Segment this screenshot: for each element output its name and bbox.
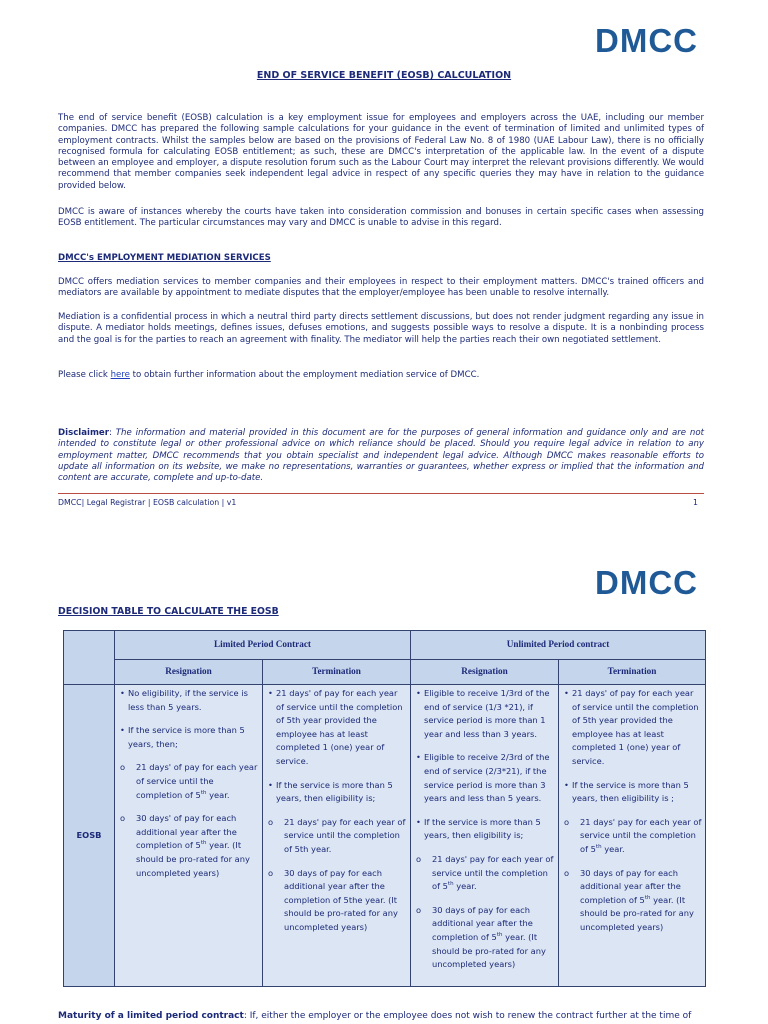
- list-item: • 21 days' of pay for each year of service until the completion of 5th year provided the employee has at least completed 1 (one) year of service.: [268, 687, 407, 769]
- limited-resignation-cell: [115, 685, 263, 987]
- disclaimer-text: The information and material provided in this document are for the purposes of general information and guidance only and are not intended to constitute legal or other professional advice on which reliance should be placed. Should you require legal advice in relation to any employment matter, DMCC recommends that you obtain specialist and independent legal advice. Although DMCC makes reasonable efforts to update all information on its website, we make no representations, warranties or guarantees, whether express or implied that the information and content are accurate, complete and up-to-date.: [58, 428, 704, 484]
- table-title: DECISION TABLE TO CALCULATE THE EOSB: [58, 606, 279, 617]
- unlimited-resignation-header: Resignation: [411, 660, 559, 685]
- list-item: o 30 days of pay for each additional year after the completion of 5th year. (It should be pro-rated for any uncompleted years): [416, 904, 555, 972]
- list-item: o 30 days of pay for each additional year after the completion of 5the year. (It should be pro-rated for any uncompleted years): [268, 867, 407, 935]
- limited-resignation-header: Resignation: [115, 660, 263, 685]
- list-item: o 21 days' pay for each year of service until the completion of 5th year.: [268, 816, 407, 857]
- unlimited-resignation-cell: [411, 685, 559, 987]
- list-item: o 21 days' pay for each year of service until the completion of 5th year.: [564, 816, 702, 857]
- list-item: o 21 days' pay for each year of service until the completion of 5th year.: [416, 853, 555, 894]
- list-item: • Eligible to receive 2/3rd of the end of service (2/3*21), if the service period is more than 3 years and less than 5 years.: [416, 751, 555, 805]
- disclaimer-colon: :: [109, 428, 116, 438]
- courts-paragraph: DMCC is aware of instances whereby the courts have taken into consideration commission and bonuses in certain specific cases when assessing EOSB entitlement. The particular circumstances may vary and DMCC is unable to advise in this regard.: [58, 207, 704, 229]
- limited-contract-header: Limited Period Contract: [115, 631, 411, 660]
- list-item: • If the service is more than 5 years, then eligibility is;: [416, 816, 555, 843]
- footer-text: DMCC| Legal Registrar | EOSB calculation | v1: [58, 498, 237, 507]
- unlimited-termination-cell: [559, 685, 706, 987]
- limited-termination-cell: [263, 685, 411, 987]
- table-corner-cell: [64, 631, 115, 685]
- mediation-paragraph-1: DMCC offers mediation services to member companies and their employees in respect to their employment matters. DMCC's trained officers and mediators are available by appointment to mediate disputes that the employer/employee has been unable to resolve internally.: [58, 277, 704, 299]
- disclaimer-paragraph: [58, 428, 704, 484]
- dmcc-logo: DMCC: [595, 564, 698, 601]
- unlimited-contract-header: Unlimited Period contract: [411, 631, 706, 660]
- mediation-heading: DMCC's EMPLOYMENT MEDIATION SERVICES: [58, 253, 271, 263]
- page-number: 1: [693, 498, 698, 507]
- footer-divider: [58, 493, 704, 494]
- click-here-paragraph: [58, 370, 704, 381]
- list-item: • If the service is more than 5 years, then eligibility is;: [268, 779, 407, 806]
- page-footer: [58, 498, 698, 507]
- list-item: • No eligibility, if the service is less than 5 years.: [120, 687, 259, 714]
- document-page-2: [0, 520, 768, 1024]
- maturity-text: : If, either the employer or the employee does not wish to renew the contract further at the time of: [243, 1011, 692, 1021]
- list-item: o 21 days' of pay for each year of service until the completion of 5th year.: [120, 761, 259, 802]
- click-text-before: Please click: [58, 370, 111, 380]
- list-item: o 30 days' of pay for each additional year after the completion of 5th year. (It should be pro-rated for any uncompleted years): [120, 812, 259, 880]
- here-link[interactable]: here: [110, 370, 130, 380]
- disclaimer-label: Disclaimer: [58, 428, 110, 438]
- list-item: • If the service is more than 5 years, then eligibility is ;: [564, 779, 702, 806]
- list-item: o 30 days of pay for each additional year after the completion of 5th year. (It should be pro-rated for any uncompleted years): [564, 867, 702, 935]
- limited-termination-header: Termination: [263, 660, 411, 685]
- maturity-label: Maturity of a limited period contract: [58, 1011, 244, 1021]
- mediation-paragraph-2: Mediation is a confidential process in which a neutral third party directs settlement discussions, but does not render judgment regarding any issue in dispute. A mediator holds meetings, defines issues, defuses emotions, and suggests possible ways to resolve a dispute. It is a nonbinding process and the goal is for the parties to reach an agreement with finality. The mediator will help the parties reach their own negotiated settlement.: [58, 312, 704, 345]
- click-text-after: to obtain further information about the employment mediation service of DMCC.: [129, 370, 480, 380]
- eosb-decision-table: [63, 630, 706, 987]
- eosb-row-label: EOSB: [64, 685, 115, 987]
- list-item: • Eligible to receive 1/3rd of the end of service (1/3 *21), if service period is more than 1 year and less than 3 years.: [416, 687, 555, 741]
- maturity-paragraph: [58, 1011, 748, 1021]
- intro-paragraph: The end of service benefit (EOSB) calculation is a key employment issue for employees and employers across the UAE, including our member companies. DMCC has prepared the following sample calculations for your guidance in the event of termination of limited and unlimited types of employment contracts. Whilst the samples below are based on the provisions of Federal Law No. 8 of 1980 (UAE Labour Law), there is no officially recognised formula for calculating EOSB entitlement; as such, these are DMCC's interpretation of the applicable law. In the event of a dispute between an employee and employer, a dispute resolution forum such as the Labour Court may interpret the relevant provisions differently. We would recommend that member companies seek independent legal advice in respect of any specific queries they may have in relation to the guidance provided below.: [58, 113, 704, 191]
- list-item: • If the service is more than 5 years, then;: [120, 724, 259, 751]
- document-title: END OF SERVICE BENEFIT (EOSB) CALCULATION: [256, 70, 512, 81]
- dmcc-logo: DMCC: [595, 22, 698, 59]
- unlimited-termination-header: Termination: [559, 660, 706, 685]
- list-item: • 21 days' of pay for each year of service until the completion of 5th year provided the employee has at least completed 1 (one) year of service.: [564, 687, 702, 769]
